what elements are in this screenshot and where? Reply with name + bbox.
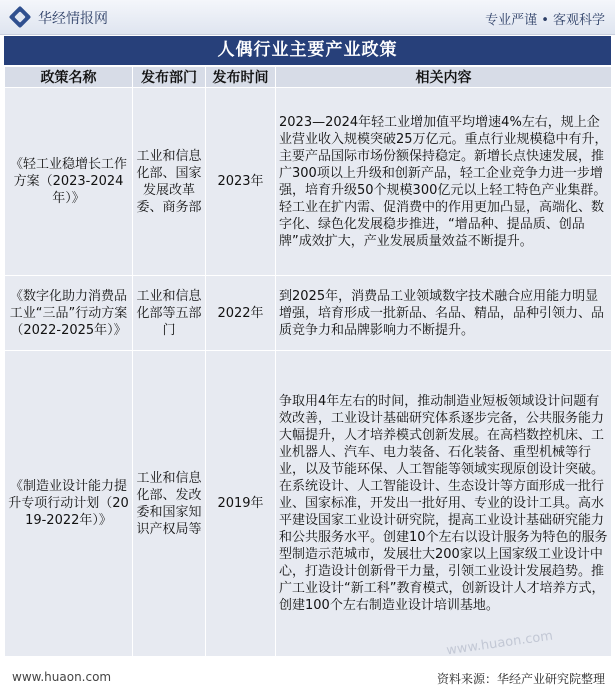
- source-note: 资料来源：华经产业研究院整理: [436, 672, 605, 686]
- policy-content: 争取用4年左右的时间，推动制造业短板领域设计问题有效改善，工业设计基础研究体系逐步完备，公共服务能力大幅提升，人才培养模式创新发展。在高档数控机床、工业机器人、汽车、电力装备、石化装备、重型机械等行业，以及节能环保、人工智能等领域实现原创设计突破。在系统设计、人工智能设计、生态设计等方面形成一批行业、国家标准，开发出一批好用、专业的设计工具。高水平建设国家工业设计研究院，提高工业设计基础研究能力和公共服务水平。创建10个左右以设计服务为特色的服务型制造示范城市，发展壮大200家以上国家级工业设计中心，打造设计创新骨干力量，引领工业设计发展趋势。推广工业设计“新工科”教育模式，创新设计人才培养方式，创建100个左右制造业设计培训基地。: [276, 351, 612, 657]
- policy-name: 《数字化助力消费品工业“三品”行动方案（2022-2025年）》: [5, 276, 133, 351]
- table-row: [5, 351, 612, 657]
- top-bar: [0, 0, 615, 35]
- column-header-year: 发布时间: [206, 67, 276, 88]
- policy-table: [4, 66, 612, 657]
- column-header-name: 政策名称: [5, 67, 133, 88]
- column-header-content: 相关内容: [276, 67, 612, 88]
- column-header-dept: 发布部门: [133, 67, 206, 88]
- policy-year: 2023年: [206, 88, 276, 276]
- policy-name: 《制造业设计能力提升专项行动计划（2019-2022年）》: [5, 351, 133, 657]
- brand-name: 华经情报网: [38, 11, 108, 27]
- table-header-row: [5, 67, 612, 88]
- footer-url: www.huaon.com: [12, 670, 112, 684]
- policy-name: 《轻工业稳增长工作方案（2023-2024年）》: [5, 88, 133, 276]
- table-row: [5, 88, 612, 276]
- watermark: www.huaon.com: [445, 628, 554, 659]
- policy-year: 2019年: [206, 351, 276, 657]
- policy-dept: 工业和信息化部、发改委和国家知识产权局等: [133, 351, 206, 657]
- table-row: [5, 276, 612, 351]
- policy-content: 2023—2024年轻工业增加值平均增速4%左右，规上企业营业收入规模突破25万亿元。重点行业规模稳中有升，主要产品国际市场份额保持稳定。新增长点快速发展，推广300项以上升级和创新产品，轻工企业竞争力进一步增强，培育升级50个规模300亿元以上轻工特色产业集群。轻工业在扩内需、促消费中的作用更加凸显，高端化、数字化、绿色化发展稳步推进，“增品种、提品质、创品牌”成效扩大，产业发展质量效益不断提升。: [276, 88, 612, 276]
- policy-dept: 工业和信息化部等五部门: [133, 276, 206, 351]
- diamond-logo-icon: [9, 6, 32, 29]
- policy-year: 2022年: [206, 276, 276, 351]
- page-title: 人偶行业主要产业政策: [4, 36, 611, 65]
- policy-dept: 工业和信息化部、国家发展改革委、商务部: [133, 88, 206, 276]
- slogan: 专业严谨 • 客观科学: [485, 13, 605, 28]
- policy-content: 到2025年，消费品工业领域数字技术融合应用能力明显增强，培育形成一批新品、名品、精品，品种引领力、品质竞争力和品牌影响力不断提升。: [276, 276, 612, 351]
